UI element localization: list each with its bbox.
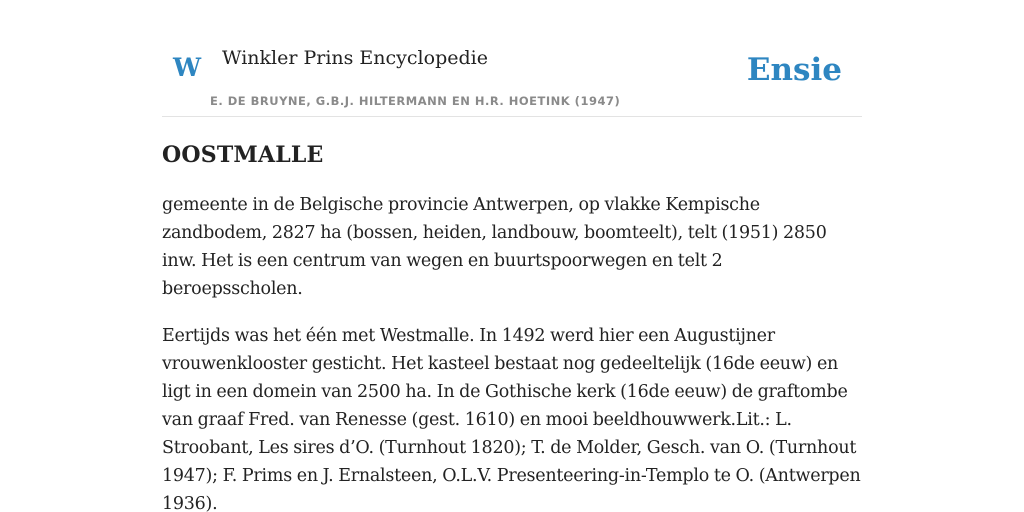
header [162, 40, 862, 117]
article-headword: OOSTMALLE [162, 142, 324, 168]
publication-authors: E. DE BRUYNE, G.B.J. HILTERMANN EN H.R. HOETINK (1947) [210, 94, 621, 108]
publication-title[interactable]: Winkler Prins Encyclopedie [222, 47, 488, 69]
publication-logo-icon[interactable]: W [173, 53, 202, 82]
article-paragraph: Eertijds was het één met Westmalle. In 1492 werd hier een Augustijner vrouwenklooster gesticht. Het kasteel bestaat nog gedeeltelijk (16de eeuw) en ligt in een domein van 2500 ha. In de Gothische kerk (16de eeuw) de graftombe van graaf Fred. van Renesse (gest. 1610) en mooi beeldhouwwerk.Lit.: L. Stroobant, Les sires d’O. (Turnhout 1820); T. de Molder, Gesch. van O. (Turnhout 1947); F. Prims en J. Ernalsteen, O.L.V. Presenteering-in-Templo te O. (Antwerpen 1936). [162, 326, 861, 512]
article [162, 138, 862, 512]
brand-logo[interactable]: Ensie [746, 52, 842, 88]
article-paragraph: gemeente in de Belgische provincie Antwerpen, op vlakke Kempische zandbodem, 2827 ha (bossen, heiden, landbouw, boomteelt), telt (1951) 2850 inw. Het is een centrum van wegen en buurtspoorwegen en telt 2 beroepsscholen. [162, 195, 827, 299]
